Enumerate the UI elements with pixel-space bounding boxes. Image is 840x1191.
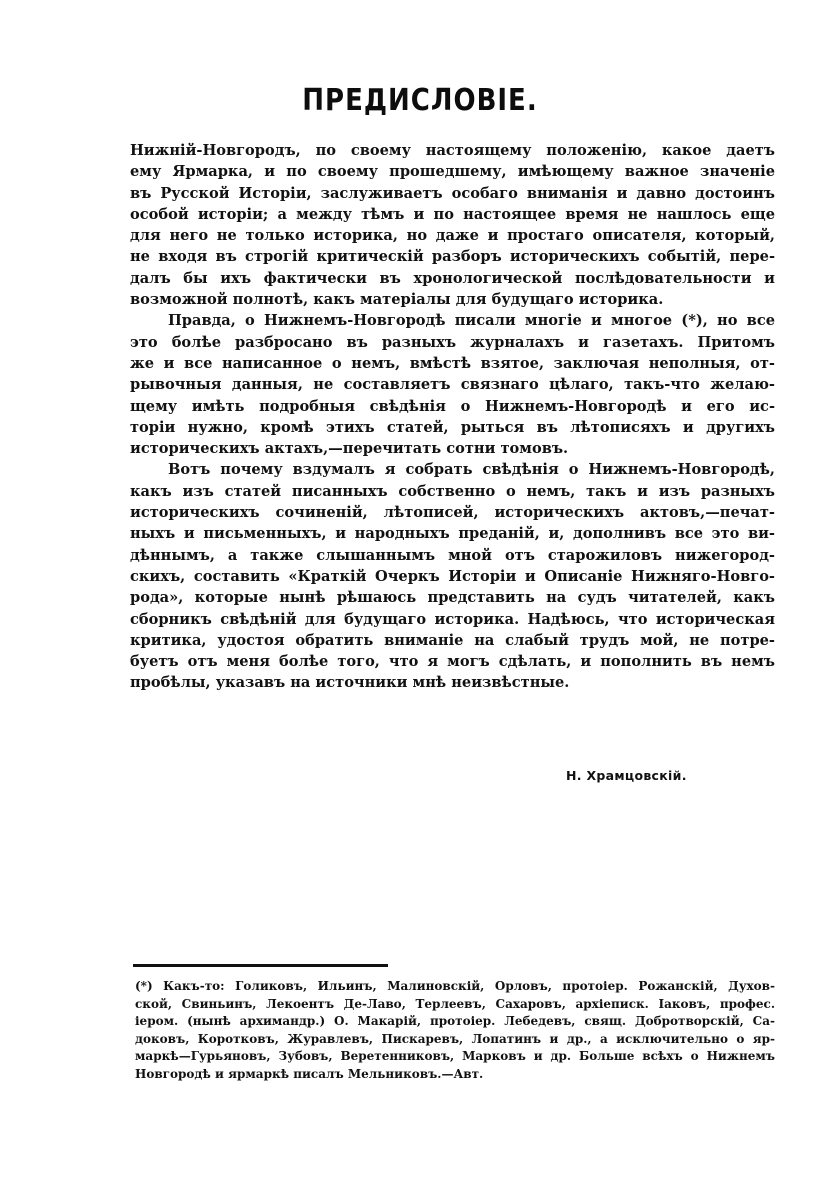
- text-line: далъ бы ихъ фактически въ хронологической послѣдовательности и: [130, 269, 775, 287]
- text-line: въ Русской Исторіи, заслуживаетъ особаго вниманія и давно достоинъ: [130, 184, 775, 202]
- paragraph-1: [130, 140, 775, 310]
- paragraph-3: [130, 459, 775, 693]
- text-line: для него не только историка, но даже и простаго описателя, который,: [130, 227, 775, 245]
- text-line: ныхъ и письменныхъ, и народныхъ преданій, и, дополнивъ все это ви-: [130, 525, 775, 543]
- text-line: Вотъ почему вздумалъ я собрать свѣдѣнія о Нижнемъ-Новгородѣ,: [168, 461, 775, 479]
- text-line: особой исторіи; а между тѣмъ и по настоящее время не нашлось еще: [130, 205, 775, 223]
- text-line: же и все написанное о немъ, вмѣстѣ взятое, заключая неполныя, от-: [130, 354, 775, 372]
- page-title: ПРЕДИСЛОВІЕ.: [302, 83, 538, 119]
- text-line: дѣннымъ, а также слышаннымъ мной отъ старожиловъ нижегород-: [130, 546, 775, 564]
- text-line: пробѣлы, указавъ на источники мнѣ неизвѣстные.: [130, 674, 570, 692]
- text-line: критика, удостоя обратить вниманіе на слабый трудъ мой, не потре-: [130, 631, 775, 649]
- text-line: историческихъ актахъ,—перечитать сотни томовъ.: [130, 440, 569, 458]
- text-line: торіи нужно, кромѣ этихъ статей, рыться въ лѣтописяхъ и другихъ: [130, 418, 775, 436]
- text-line: скихъ, составить «Краткій Очеркъ Исторіи и Описаніе Нижняго-Новго-: [130, 567, 775, 585]
- footnote: [135, 978, 775, 1083]
- text-line: сборникъ свѣдѣній для будущаго историка. Надѣюсь, что историческая: [130, 610, 775, 628]
- text-line: Правда, о Нижнемъ-Новгородѣ писали многіе и многое (*), но все: [168, 312, 775, 330]
- footnote-line: маркѣ—Гурьяновъ, Зубовъ, Веретенниковъ, Марковъ и др. Больше всѣхъ о Нижнемъ: [135, 1049, 775, 1063]
- text-line: рывочныя данныя, не составляетъ связнаго цѣлаго, такъ-что желаю-: [130, 376, 775, 394]
- footnote-line: Новгородѣ и ярмаркѣ писалъ Мельниковъ.—Авт.: [135, 1066, 484, 1081]
- text-line: Нижній-Новгородъ, по своему настоящему положенію, какое даетъ: [130, 142, 775, 159]
- paragraph-2: [130, 310, 775, 459]
- author-signature: Н. Храмцовскій.: [566, 768, 687, 783]
- text-line: рода», которые нынѣ рѣшаюсь представить на судъ читателей, какъ: [130, 589, 775, 607]
- text-line: щему имѣть подробныя свѣдѣнія о Нижнемъ-Новгородѣ и его ис-: [130, 397, 775, 415]
- footnote-line: іером. (нынѣ архимандр.) О. Макарій, протоіер. Лебедевъ, свящ. Добротворскій, Са-: [135, 1014, 775, 1028]
- footnote-line: (*) Какъ-то: Голиковъ, Ильинъ, Малиновскій, Орловъ, протоіер. Рожанскій, Духов-: [135, 979, 775, 993]
- text-line: ему Ярмарка, и по своему прошедшему, имѣющему важное значеніе: [130, 163, 775, 181]
- text-line: это болѣе разбросано въ разныхъ журналахъ и газетахъ. Притомъ: [130, 333, 775, 351]
- text-line: возможной полнотѣ, какъ матеріалы для будущаго историка.: [130, 291, 664, 309]
- text-line: не входя въ строгій критическій разборъ историческихъ событій, пере-: [130, 248, 775, 266]
- text-line: буетъ отъ меня болѣе того, что я могъ сдѣлать, и пополнить въ немъ: [130, 653, 775, 671]
- text-line: историческихъ сочиненій, лѣтописей, историческихъ актовъ,—печат-: [130, 504, 775, 522]
- footnote-divider: [133, 964, 388, 967]
- footnote-line: доковъ, Коротковъ, Журавлевъ, Пискаревъ, Лопатинъ и др., а исключительно о яр-: [135, 1031, 775, 1046]
- text-line: какъ изъ статей писанныхъ собственно о немъ, такъ и изъ разныхъ: [130, 482, 775, 500]
- footnote-line: ской, Свиньинъ, Лекоентъ Де-Лаво, Терлеевъ, Сахаровъ, архіепиcк. Іаковъ, профес.: [135, 996, 775, 1011]
- preface-body: [130, 140, 775, 694]
